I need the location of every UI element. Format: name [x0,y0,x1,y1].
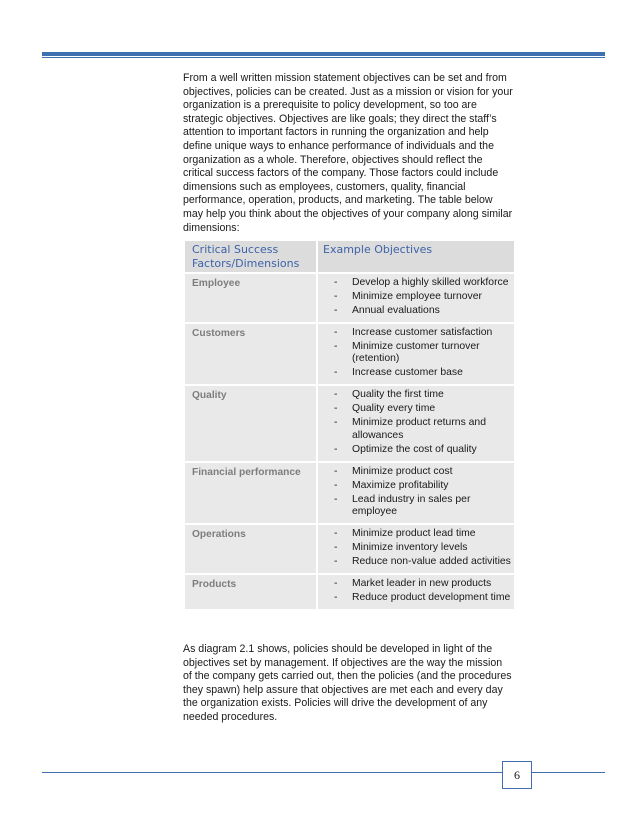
objective-text: Increase customer base [352,367,463,379]
header-objectives: Example Objectives [317,241,514,273]
objective-text: Minimize employee turnover [352,291,482,302]
dash-bullet: - [334,291,338,302]
dash-bullet: - [334,479,338,491]
objective-text: Optimize the cost of quality [352,443,477,455]
objective-text: Reduce non-value added activities [352,556,511,568]
list-item [318,528,514,540]
header-rule-thin [42,57,605,58]
factor-cell: Operations [185,524,317,574]
objective-text: Increase customer satisfaction [352,327,493,338]
dash-bullet: - [334,403,338,415]
list-item [318,341,514,366]
factor-cell: Quality [185,385,317,461]
objectives-cell [317,273,514,323]
objectives-cell [317,462,514,524]
list-item [318,578,514,590]
dash-bullet: - [334,443,338,455]
objective-text: Minimize customer turnover (retention) [352,341,480,365]
list-item [318,389,514,401]
intro-paragraph: From a well written mission statement objectives can be set and from objectives, policies can be created. Just as a mission or vision for your organization is a prerequisite to policy development, so too are strategic objectives. Objectives are like goals; they direct the staff’s attention to important factors in running the organization and help define unique ways to enhance performance of individuals and the organization as a whole. Therefore, objectives should reflect the critical success factors of the company. Those factors could include dimensions such as employees, customers, quality, financial performance, operation, products, and marketing. The table below may help you think about the objectives of your company along similar dimensions: [183,72,513,234]
objective-text: Develop a highly skilled workforce [352,277,509,288]
table-row [185,524,514,574]
objectives-list [318,578,514,604]
list-item [318,542,514,554]
dash-bullet: - [334,528,338,540]
page-number: 6 [502,761,532,789]
table-body [185,273,514,609]
list-item [318,444,514,456]
dash-bullet: - [334,493,338,505]
list-item [318,466,514,478]
dash-bullet: - [334,592,338,604]
footer-rule-right [532,772,605,773]
outro-paragraph: As diagram 2.1 shows, policies should be developed in light of the objectives set by management. If objectives are the way the mission of the company gets carried out, then the policies (and the procedures they spawn) help assure that objectives are met each and every day the organization exists. Policies will drive the development of any needed procedures. [183,643,512,723]
objectives-cell [317,524,514,574]
factor-cell: Financial performance [185,462,317,524]
header-rule [42,52,605,56]
objectives-cell [317,574,514,609]
factor-cell: Products [185,574,317,609]
table-header-row [185,241,514,273]
factor-cell: Customers [185,323,317,385]
list-item [318,403,514,415]
table-row [185,323,514,385]
objectives-list [318,277,514,317]
objective-text: Annual evaluations [352,305,440,316]
list-item [318,277,514,289]
list-item [318,592,514,604]
footer-rule-left [42,772,502,773]
dash-bullet: - [334,305,338,316]
objectives-cell [317,385,514,461]
objective-text: Lead industry in sales per employee [352,493,471,518]
table-row [185,273,514,323]
dash-bullet: - [334,578,338,590]
dash-bullet: - [334,277,338,288]
list-item [318,480,514,492]
objectives-list [318,528,514,568]
objective-text: Quality every time [352,403,436,415]
objective-text: Maximize profitability [352,479,449,491]
dash-bullet: - [334,556,338,568]
list-item [318,367,514,379]
objective-text: Reduce product development time [352,592,511,604]
list-item [318,494,514,519]
table-row [185,462,514,524]
objectives-list [318,466,514,519]
header-factor: Critical Success Factors/Dimensions [185,241,317,273]
dash-bullet: - [334,341,338,352]
list-item [318,291,514,303]
objectives-list [318,389,514,456]
objective-text: Minimize product cost [352,465,453,477]
success-factors-table [185,241,514,609]
dash-bullet: - [334,389,338,401]
objective-text: Quality the first time [352,389,444,401]
dash-bullet: - [334,367,338,379]
dash-bullet: - [334,417,338,429]
objectives-list [318,327,514,380]
objective-text: Minimize product lead time [352,528,476,540]
dash-bullet: - [334,542,338,554]
factor-cell: Employee [185,273,317,323]
dash-bullet: - [334,465,338,477]
table-row [185,385,514,461]
list-item [318,556,514,568]
objective-text: Minimize inventory levels [352,542,468,554]
objective-text: Market leader in new products [352,578,492,590]
list-item [318,305,514,317]
table-row [185,574,514,609]
dash-bullet: - [334,327,338,338]
objectives-cell [317,323,514,385]
list-item [318,327,514,339]
list-item [318,417,514,442]
objective-text: Minimize product returns and allowances [352,417,486,441]
